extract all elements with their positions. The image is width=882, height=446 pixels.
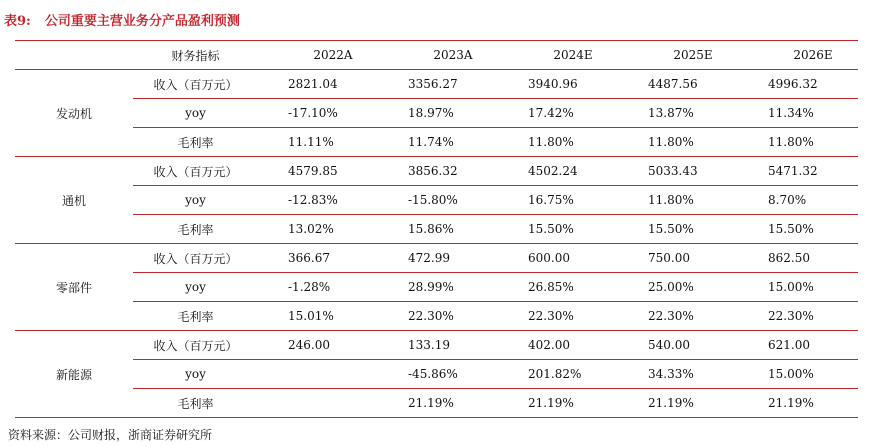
value-cell: 3940.96 [498,70,618,99]
table-row [15,215,858,244]
value-cell: 21.19% [618,389,738,418]
value-cell: -12.83% [258,186,378,215]
header-blank [15,41,133,70]
table-row [15,302,858,331]
value-cell: 402.00 [498,331,618,360]
header-year: 2025E [618,41,738,70]
value-cell: 621.00 [738,331,858,360]
value-cell: 13.02% [258,215,378,244]
table-number: 表9: [4,14,31,29]
header-year: 2024E [498,41,618,70]
value-cell: -17.10% [258,99,378,128]
value-cell: 25.00% [618,273,738,302]
header-year: 2023A [378,41,498,70]
value-cell: 3356.27 [378,70,498,99]
value-cell: 5471.32 [738,157,858,186]
metric-label: yoy [133,273,258,302]
value-cell: 750.00 [618,244,738,273]
value-cell: 15.50% [738,215,858,244]
segment-label: 新能源 [15,331,133,418]
value-cell: 540.00 [618,331,738,360]
value-cell: 18.97% [378,99,498,128]
value-cell [258,360,378,389]
value-cell: 11.74% [378,128,498,157]
metric-label: 毛利率 [133,128,258,157]
metric-label: yoy [133,360,258,389]
value-cell: 366.67 [258,244,378,273]
value-cell: 133.19 [378,331,498,360]
value-cell: 22.30% [738,302,858,331]
metric-label: yoy [133,186,258,215]
value-cell: 4502.24 [498,157,618,186]
segment-label: 零部件 [15,244,133,331]
value-cell: 22.30% [498,302,618,331]
metric-label: yoy [133,99,258,128]
value-cell: 201.82% [498,360,618,389]
value-cell: 15.00% [738,360,858,389]
value-cell: -1.28% [258,273,378,302]
value-cell: 3856.32 [378,157,498,186]
value-cell: 472.99 [378,244,498,273]
table-title [4,10,240,29]
value-cell: 4996.32 [738,70,858,99]
value-cell: 15.01% [258,302,378,331]
segment-label: 发动机 [15,70,133,157]
value-cell: 11.11% [258,128,378,157]
value-cell: 11.80% [498,128,618,157]
value-cell: 15.00% [738,273,858,302]
value-cell: 2821.04 [258,70,378,99]
value-cell: 21.19% [738,389,858,418]
value-cell: -15.80% [378,186,498,215]
table-caption: 公司重要主营业务分产品盈利预测 [44,14,240,29]
metric-label: 收入（百万元） [133,70,258,99]
value-cell: 15.50% [618,215,738,244]
value-cell: 21.19% [378,389,498,418]
value-cell: 246.00 [258,331,378,360]
metric-label: 收入（百万元） [133,244,258,273]
value-cell: 11.80% [618,186,738,215]
table-row [15,99,858,128]
value-cell: 21.19% [498,389,618,418]
value-cell: 22.30% [618,302,738,331]
table-row [15,70,858,99]
table-row [15,186,858,215]
value-cell: 600.00 [498,244,618,273]
value-cell: 5033.43 [618,157,738,186]
value-cell: 15.50% [498,215,618,244]
segment-label: 通机 [15,157,133,244]
value-cell: 15.86% [378,215,498,244]
value-cell: 11.80% [738,128,858,157]
header-year: 2026E [738,41,858,70]
metric-label: 收入（百万元） [133,331,258,360]
header-metric: 财务指标 [133,41,258,70]
metric-label: 收入（百万元） [133,157,258,186]
value-cell: 28.99% [378,273,498,302]
forecast-table [15,40,858,418]
value-cell: 17.42% [498,99,618,128]
value-cell: 4487.56 [618,70,738,99]
metric-label: 毛利率 [133,389,258,418]
value-cell: 26.85% [498,273,618,302]
value-cell: 22.30% [378,302,498,331]
value-cell: 11.80% [618,128,738,157]
table-row [15,273,858,302]
value-cell [258,389,378,418]
table-row [15,128,858,157]
metric-label: 毛利率 [133,215,258,244]
value-cell: 4579.85 [258,157,378,186]
value-cell: 34.33% [618,360,738,389]
table-row [15,331,858,360]
header-year: 2022A [258,41,378,70]
table-row [15,360,858,389]
table-row [15,389,858,418]
value-cell: 862.50 [738,244,858,273]
value-cell: -45.86% [378,360,498,389]
table-row [15,157,858,186]
value-cell: 8.70% [738,186,858,215]
value-cell: 11.34% [738,99,858,128]
value-cell: 16.75% [498,186,618,215]
value-cell: 13.87% [618,99,738,128]
header-row [15,41,858,70]
metric-label: 毛利率 [133,302,258,331]
source-note: 资料来源：公司财报，浙商证券研究所 [8,428,213,442]
table-row [15,244,858,273]
